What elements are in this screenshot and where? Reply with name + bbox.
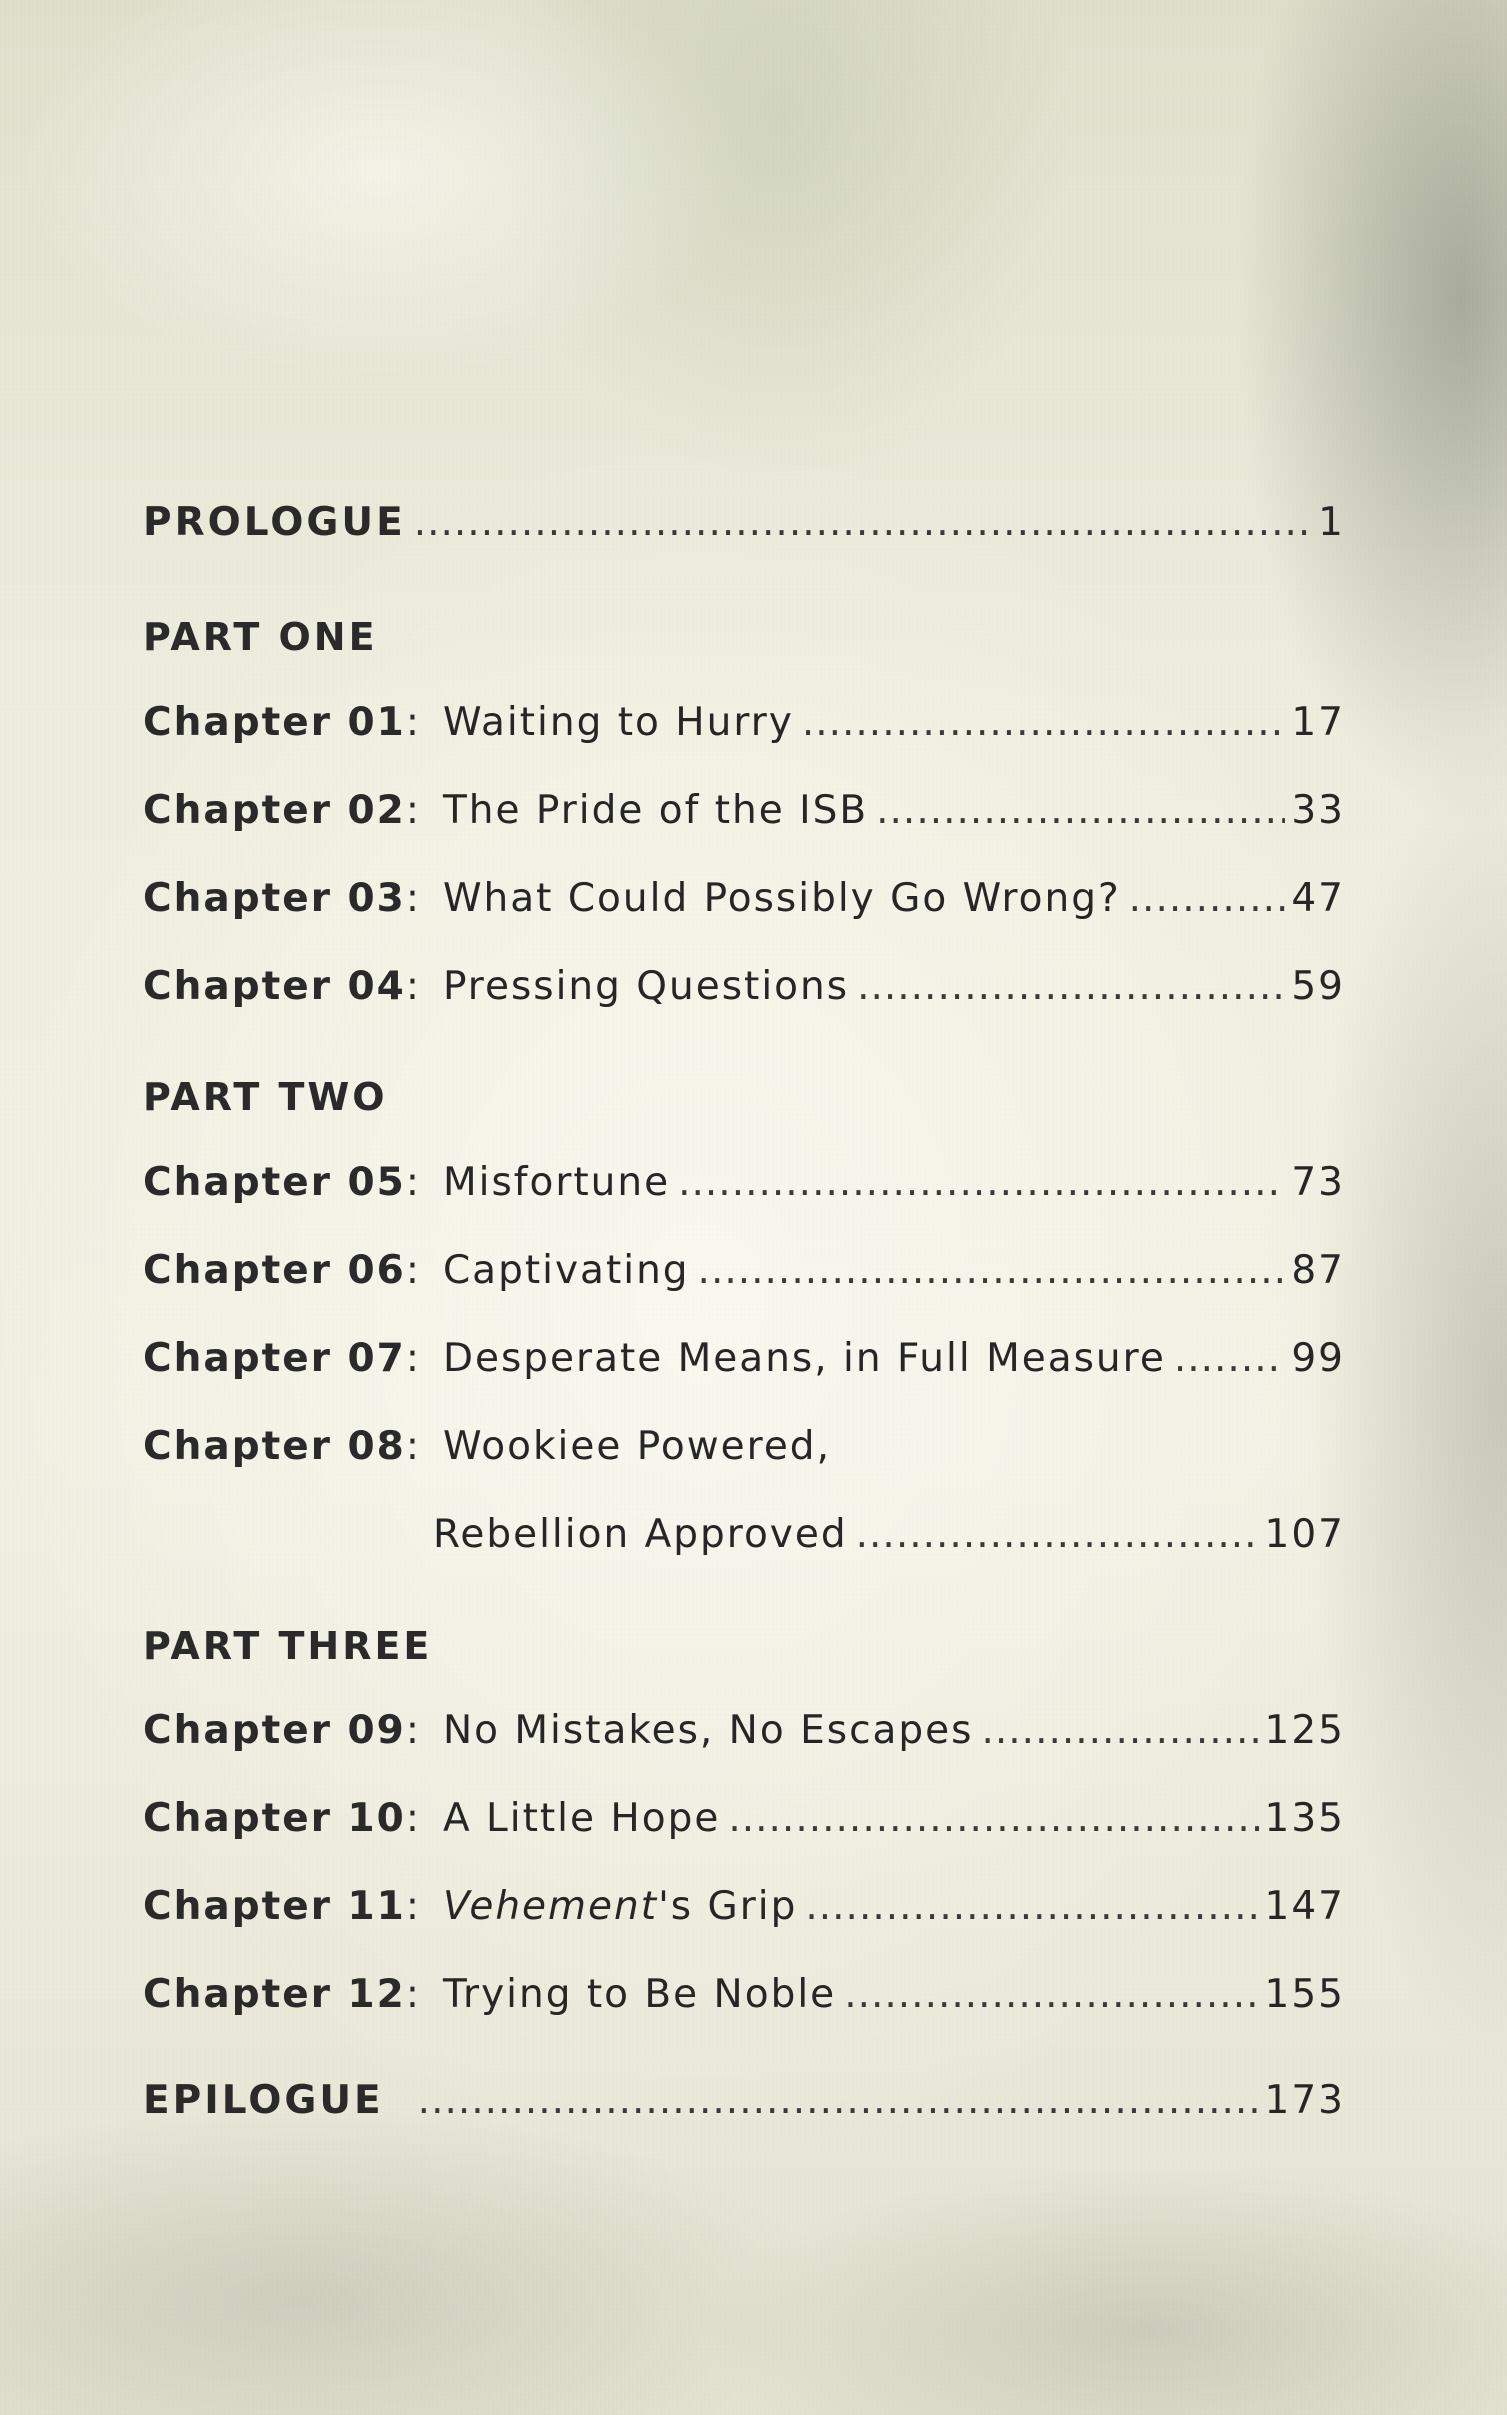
dot-leader [844, 1972, 1258, 2017]
label-separator: : [405, 700, 421, 745]
entry-title: PROLOGUE [143, 500, 406, 545]
dot-leader [857, 964, 1285, 1009]
entry-title: Trying to Be Noble [442, 1972, 837, 2017]
page-number: 33 [1291, 788, 1345, 833]
toc-entry-prologue[interactable] [143, 500, 1345, 564]
dot-leader [805, 1884, 1258, 1929]
label-separator: : [405, 1972, 421, 2017]
dot-leader [981, 1708, 1258, 1753]
chapter-label: Chapter 04 [143, 964, 406, 1009]
page-number: 47 [1291, 876, 1345, 921]
label-separator: : [405, 1424, 421, 1469]
page-number: 1 [1318, 500, 1345, 545]
label-separator: : [405, 1248, 421, 1293]
label-separator: : [405, 1708, 421, 1753]
dot-leader [802, 700, 1286, 745]
entry-title-line-2: Rebellion Approved [433, 1512, 848, 1557]
chapter-label: Chapter 08 [143, 1424, 406, 1469]
page-number: 125 [1264, 1708, 1345, 1753]
page-number: 173 [1264, 2078, 1345, 2123]
toc-entry-epilogue[interactable] [143, 2078, 1345, 2142]
toc-entry-chapter-07[interactable] [143, 1336, 1345, 1400]
entry-title: Captivating [442, 1248, 690, 1293]
entry-title: Desperate Means, in Full Measure [442, 1336, 1166, 1381]
toc-entry-chapter-03[interactable] [143, 876, 1345, 940]
entry-title: A Little Hope [442, 1796, 721, 1841]
label-separator: : [405, 788, 421, 833]
page-number: 73 [1291, 1160, 1345, 1205]
page-number: 147 [1264, 1884, 1345, 1929]
chapter-label: Chapter 03 [143, 876, 406, 921]
dot-leader [1174, 1336, 1286, 1381]
label-separator: : [405, 1796, 421, 1841]
entry-title: EPILOGUE [143, 2078, 384, 2123]
page-number: 107 [1264, 1512, 1345, 1557]
part-heading: PART THREE [143, 1624, 433, 1668]
chapter-label: Chapter 11 [143, 1884, 406, 1929]
toc-entry-chapter-04[interactable] [143, 964, 1345, 1028]
dot-leader [876, 788, 1285, 833]
entry-title: No Mistakes, No Escapes [442, 1708, 974, 1753]
entry-title-rest: 's Grip [658, 1884, 798, 1929]
entry-title: Misfortune [442, 1160, 671, 1205]
label-separator: : [405, 1336, 421, 1381]
ship-name: Vehement [442, 1884, 659, 1929]
entry-title: The Pride of the ISB [442, 788, 869, 833]
toc-entry-chapter-05[interactable] [143, 1160, 1345, 1224]
part-heading: PART ONE [143, 615, 378, 659]
entry-title [443, 1884, 797, 1929]
entry-title: What Could Possibly Go Wrong? [442, 876, 1121, 921]
dot-leader [418, 2078, 1259, 2123]
toc-entry-chapter-08-continued[interactable] [143, 1512, 1345, 1576]
toc-entry-chapter-11[interactable] [143, 1884, 1345, 1948]
page-number: 155 [1264, 1972, 1345, 2017]
page-number: 99 [1291, 1336, 1345, 1381]
page-number: 87 [1291, 1248, 1345, 1293]
dot-leader [856, 1512, 1259, 1557]
label-separator: : [405, 876, 421, 921]
label-separator: : [405, 964, 421, 1009]
entry-title: Waiting to Hurry [442, 700, 794, 745]
label-separator: : [405, 1160, 421, 1205]
chapter-label: Chapter 09 [143, 1708, 406, 1753]
toc-entry-chapter-02[interactable] [143, 788, 1345, 852]
chapter-label: Chapter 12 [143, 1972, 406, 2017]
page-number: 135 [1264, 1796, 1345, 1841]
label-separator: : [405, 1884, 421, 1929]
chapter-label: Chapter 06 [143, 1248, 406, 1293]
dot-leader [1129, 876, 1286, 921]
dot-leader [728, 1796, 1258, 1841]
chapter-label: Chapter 01 [143, 700, 406, 745]
toc-entry-chapter-06[interactable] [143, 1248, 1345, 1312]
toc-entry-chapter-01[interactable] [143, 700, 1345, 764]
chapter-label: Chapter 10 [143, 1796, 406, 1841]
dot-leader [698, 1248, 1286, 1293]
dot-leader [678, 1160, 1285, 1205]
chapter-label: Chapter 02 [143, 788, 406, 833]
toc-entry-chapter-09[interactable] [143, 1708, 1345, 1772]
entry-title: Pressing Questions [442, 964, 850, 1009]
part-heading: PART TWO [143, 1075, 388, 1119]
page-number: 17 [1291, 700, 1345, 745]
toc-entry-chapter-12[interactable] [143, 1972, 1345, 2036]
page-number: 59 [1291, 964, 1345, 1009]
chapter-label: Chapter 05 [143, 1160, 406, 1205]
dot-leader [414, 500, 1312, 545]
chapter-label: Chapter 07 [143, 1336, 406, 1381]
entry-title-line-1: Wookiee Powered, [442, 1424, 831, 1469]
toc-entry-chapter-08[interactable] [143, 1424, 1345, 1488]
toc-entry-chapter-10[interactable] [143, 1796, 1345, 1860]
